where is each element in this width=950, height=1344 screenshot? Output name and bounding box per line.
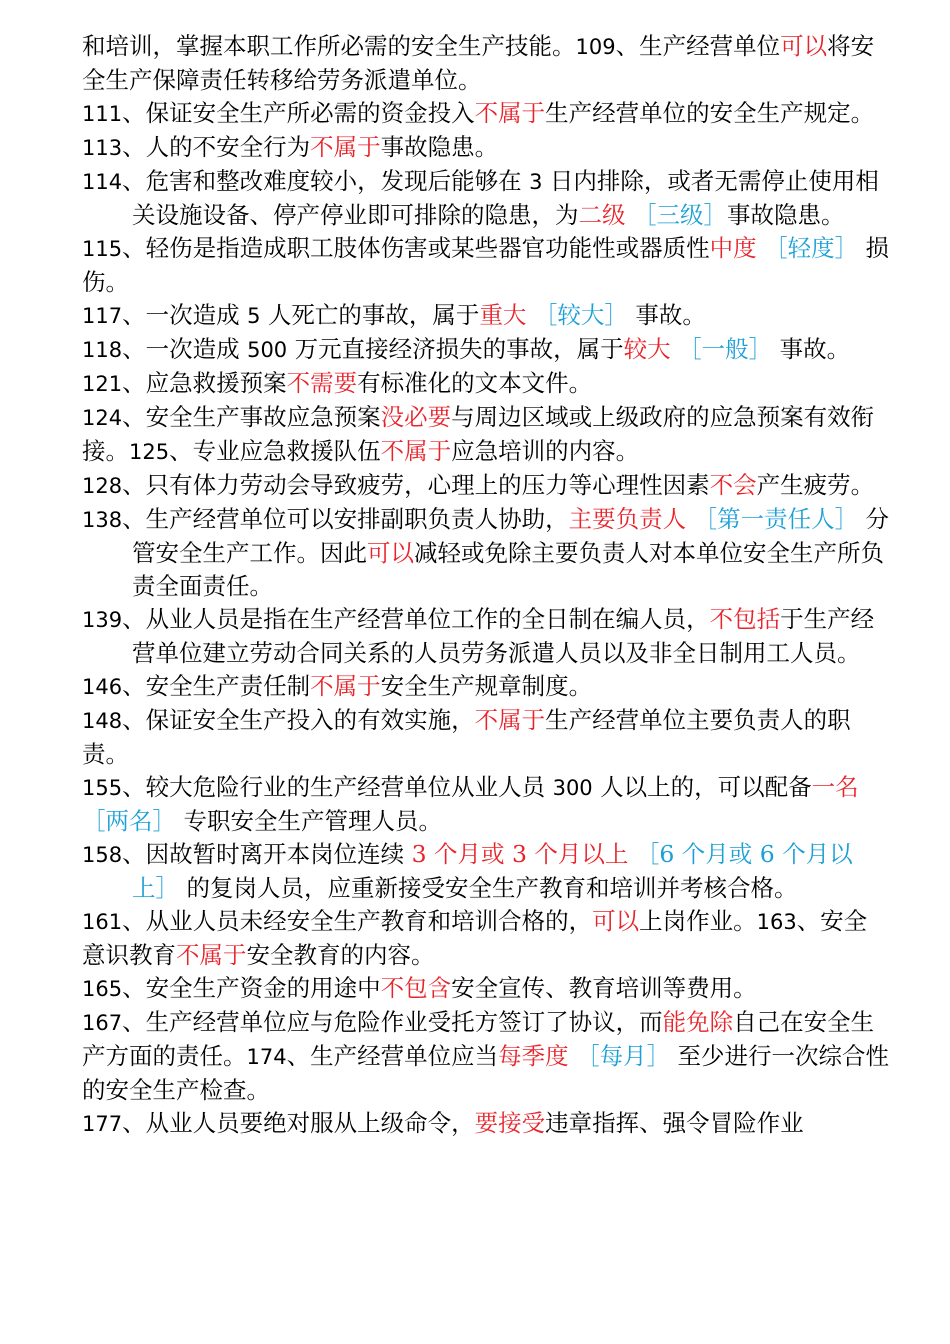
red-answer: 二级 bbox=[578, 201, 626, 229]
question-paragraph bbox=[82, 503, 890, 603]
question-paragraph bbox=[82, 401, 890, 469]
text-segment: 事故隐患。 bbox=[726, 201, 845, 229]
text-segment: 人以上的，可以配备 bbox=[592, 773, 812, 801]
text-segment: 于生产经营单位建立劳动合同关系的人员劳务派遣人员以及非全日制用工人员。 bbox=[132, 605, 875, 667]
text-segment: 产生疲劳。 bbox=[756, 471, 875, 499]
text-segment: 损伤。 bbox=[82, 234, 890, 296]
text-segment: 万元直接经济损失的事故，属于 bbox=[287, 335, 624, 363]
question-paragraph bbox=[82, 603, 890, 670]
question-paragraph bbox=[82, 469, 890, 503]
red-answer: 可以 bbox=[780, 32, 828, 60]
text-segment: 、生产经营单位 bbox=[615, 32, 781, 60]
question-paragraph bbox=[82, 972, 890, 1006]
question-paragraph bbox=[82, 30, 890, 97]
text-segment: 121 bbox=[82, 372, 123, 396]
text-segment: 111 bbox=[82, 102, 123, 126]
question-paragraph bbox=[82, 367, 890, 401]
text-segment: 109 bbox=[575, 35, 616, 59]
question-paragraph bbox=[82, 97, 890, 131]
text-segment: 违章指挥、强令冒险作业 bbox=[545, 1109, 804, 1137]
text-segment: 、人的不安全行为 bbox=[122, 133, 311, 161]
red-answer: 中度 bbox=[709, 234, 757, 262]
red-answer: 可以 bbox=[367, 539, 414, 567]
text-segment: 158 bbox=[82, 843, 123, 867]
text-segment: 自己在安全生产方面的责任。 bbox=[82, 1008, 875, 1070]
text-segment: 、安全生产资金的用途中 bbox=[122, 974, 381, 1002]
text-segment: 117 bbox=[82, 304, 123, 328]
red-answer: 不需要 bbox=[286, 369, 358, 397]
text-segment: 3 bbox=[529, 170, 543, 194]
text-segment: 155 bbox=[82, 776, 123, 800]
red-answer: 能免除 bbox=[662, 1008, 734, 1036]
red-answer: 一名 bbox=[811, 773, 859, 801]
text-segment: 安全教育的内容。 bbox=[246, 941, 435, 969]
text-segment: 和培训，掌握本职工作所必需的安全生产技能。 bbox=[82, 32, 576, 60]
text-segment: 、保证安全生产所必需的资金投入 bbox=[122, 99, 475, 127]
question-paragraph bbox=[82, 704, 890, 771]
text-segment: 5 bbox=[247, 304, 261, 328]
text-segment: 、从业人员是指在生产经营单位工作的全日制在编人员， bbox=[122, 605, 710, 633]
text-segment: 将安全生产保障责任转移给劳务派遣单位。 bbox=[82, 32, 875, 94]
text-segment: 177 bbox=[82, 1112, 123, 1136]
question-paragraph bbox=[82, 165, 890, 232]
red-answer: 不属于 bbox=[380, 437, 452, 465]
text-segment: 、生产经营单位应当 bbox=[286, 1042, 499, 1070]
text-segment: 、从业人员未经安全生产教育和培训合格的， bbox=[122, 907, 593, 935]
question-paragraph bbox=[82, 1006, 890, 1107]
text-segment: 、危害和整改难度较小，发现后能够在 bbox=[122, 167, 530, 195]
document-body bbox=[82, 30, 890, 1141]
text-segment: 上岗作业。 bbox=[639, 907, 757, 935]
text-segment: 有标准化的文本文件。 bbox=[357, 369, 593, 397]
text-segment: 、应急救援预案 bbox=[122, 369, 287, 397]
blue-correction: ［一般］ bbox=[670, 335, 773, 363]
text-segment: 、生产经营单位应与危险作业受托方签订了协议，而 bbox=[122, 1008, 663, 1036]
text-segment: 、只有体力劳动会导致疲劳，心理上的压力等心理性因素 bbox=[122, 471, 710, 499]
text-segment: 、因故暂时离开本岗位连续 bbox=[122, 840, 412, 868]
text-segment: 114 bbox=[82, 170, 123, 194]
text-segment: 与周边区域或上级政府的应急预案有效衔接。 bbox=[82, 403, 875, 465]
text-segment: 128 bbox=[82, 474, 123, 498]
red-answer: 不属于 bbox=[310, 133, 381, 161]
text-segment: 、专业应急救援队伍 bbox=[169, 437, 381, 465]
text-segment: 减轻或免除主要负责人对本单位安全生产所负责全面责任。 bbox=[132, 539, 884, 600]
question-paragraph bbox=[82, 131, 890, 165]
blue-correction: ［第一责任人］ bbox=[686, 505, 859, 533]
text-segment: 至少进行一次综合性的安全生产检查。 bbox=[82, 1042, 890, 1104]
text-segment: 、一次造成 bbox=[122, 335, 248, 363]
red-answer: 不属于 bbox=[474, 99, 546, 127]
text-segment: 161 bbox=[82, 910, 123, 934]
text-segment: 115 bbox=[82, 237, 123, 261]
text-segment: 124 bbox=[82, 406, 123, 430]
text-segment: 、较大危险行业的生产经营单位从业人员 bbox=[122, 773, 553, 801]
text-segment: 139 bbox=[82, 608, 123, 632]
text-segment: 生产经营单位主要负责人的职责。 bbox=[82, 706, 851, 768]
question-paragraph bbox=[82, 838, 890, 905]
text-segment: 174 bbox=[246, 1045, 287, 1069]
text-segment: 148 bbox=[82, 709, 123, 733]
red-answer: 不包括 bbox=[709, 605, 781, 633]
text-segment: 、一次造成 bbox=[122, 301, 248, 329]
red-answer: 不属于 bbox=[310, 672, 381, 700]
red-answer: 不包含 bbox=[380, 974, 452, 1002]
text-segment: 、安全意识教育 bbox=[82, 907, 868, 969]
red-answer: 每季度 bbox=[498, 1042, 569, 1070]
red-answer: 主要负责人 bbox=[568, 505, 687, 533]
question-paragraph bbox=[82, 299, 890, 333]
red-answer: 不属于 bbox=[474, 706, 546, 734]
text-segment: 、从业人员要绝对服从上级命令， bbox=[122, 1109, 475, 1137]
text-segment: 分管安全生产工作。因此 bbox=[132, 505, 890, 567]
red-answer: 重大 bbox=[479, 301, 527, 329]
blue-correction: ［6 个月或 6 个月以上］ bbox=[132, 840, 853, 902]
text-segment: 163 bbox=[756, 910, 797, 934]
blue-correction: ［较大］ bbox=[526, 301, 628, 329]
red-answer: 要接受 bbox=[474, 1109, 546, 1137]
text-segment: 167 bbox=[82, 1011, 123, 1035]
question-paragraph bbox=[82, 232, 890, 299]
text-segment: 专职安全生产管理人员。 bbox=[176, 807, 442, 835]
text-segment: 、安全生产责任制 bbox=[122, 672, 311, 700]
text-segment: 生产经营单位的安全生产规定。 bbox=[545, 99, 875, 127]
red-answer: 较大 bbox=[623, 335, 671, 363]
red-answer: 不会 bbox=[709, 471, 757, 499]
blue-correction: ［两名］ bbox=[82, 807, 176, 835]
text-segment: 事故隐患。 bbox=[380, 133, 499, 161]
text-segment: 人死亡的事故，属于 bbox=[260, 301, 480, 329]
text-segment: 事故。 bbox=[772, 335, 851, 363]
text-segment: 安全生产规章制度。 bbox=[380, 672, 593, 700]
question-paragraph bbox=[82, 771, 890, 838]
blue-correction: ［轻度］ bbox=[756, 234, 859, 262]
text-segment: 、保证安全生产投入的有效实施， bbox=[122, 706, 475, 734]
text-segment: 165 bbox=[82, 977, 123, 1001]
text-segment: 安全宣传、教育培训等费用。 bbox=[451, 974, 757, 1002]
text-segment: 、生产经营单位可以安排副职负责人协助， bbox=[122, 505, 569, 533]
question-paragraph bbox=[82, 1107, 890, 1141]
text-segment: 500 bbox=[247, 338, 288, 362]
red-answer: 3 个月或 3 个月以上 bbox=[411, 840, 629, 868]
blue-correction: ［三级］ bbox=[625, 201, 727, 229]
question-paragraph bbox=[82, 333, 890, 367]
text-segment: 、轻伤是指造成职工肢体伤害或某些器官功能性或器质性 bbox=[122, 234, 710, 262]
question-paragraph bbox=[82, 670, 890, 704]
text-segment: 事故。 bbox=[627, 301, 706, 329]
text-segment: 146 bbox=[82, 675, 123, 699]
text-segment: 138 bbox=[82, 508, 123, 532]
text-segment: 的复岗人员，应重新接受安全生产教育和培训并考核合格。 bbox=[179, 874, 798, 902]
blue-correction: ［每月］ bbox=[568, 1042, 671, 1070]
text-segment: 应急培训的内容。 bbox=[451, 437, 640, 465]
text-segment: 300 bbox=[552, 776, 593, 800]
text-segment: 125 bbox=[129, 440, 170, 464]
text-segment: 、安全生产事故应急预案 bbox=[122, 403, 381, 431]
text-segment: 113 bbox=[82, 136, 123, 160]
red-answer: 不属于 bbox=[176, 941, 247, 969]
red-answer: 没必要 bbox=[380, 403, 452, 431]
red-answer: 可以 bbox=[592, 907, 640, 935]
text-segment: 118 bbox=[82, 338, 123, 362]
text-segment: 日内排除，或者无需停止使用相关设施设备、停产停业即可排除的隐患，为 bbox=[132, 167, 879, 229]
question-paragraph bbox=[82, 905, 890, 972]
